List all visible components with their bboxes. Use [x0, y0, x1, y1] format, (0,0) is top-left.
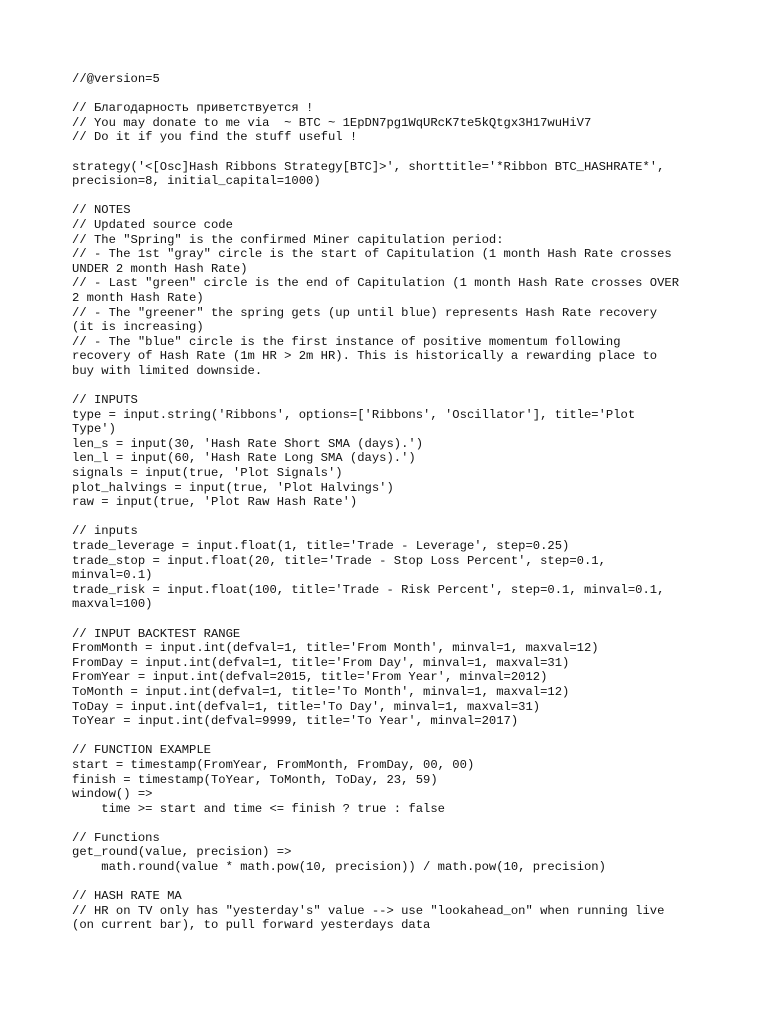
code-line: minval=0.1)	[72, 568, 153, 583]
code-line: ToYear = input.int(defval=9999, title='To Year', minval=2017)	[72, 714, 519, 729]
code-line: // - Last "green" circle is the end of Capitulation (1 month Hash Rate crosses OVER	[72, 276, 680, 291]
code-document	[72, 72, 712, 948]
code-line: finish = timestamp(ToYear, ToMonth, ToDay, 23, 59)	[72, 772, 438, 787]
code-line: trade_leverage = input.float(1, title='Trade - Leverage', step=0.25)	[72, 539, 570, 553]
code-line: time >= start and time <= finish ? true : false	[72, 801, 445, 816]
code-line: UNDER 2 month Hash Rate)	[72, 261, 248, 276]
code-line: get_round(value, precision) =>	[72, 845, 292, 860]
code-line: // - The 1st "gray" circle is the start of Capitulation (1 month Hash Rate crosses	[72, 247, 672, 262]
code-line: plot_halvings = input(true, 'Plot Halvings')	[72, 480, 394, 495]
code-line: // You may donate to me via ~ BTC ~ 1EpDN7pg1WqURcK7te5kQtgx3H17wuHiV7	[72, 115, 592, 130]
code-line: type = input.string('Ribbons', options=['Ribbons', 'Oscillator'], title='Plot	[72, 407, 636, 422]
code-block-functions	[72, 831, 712, 875]
code-line: // Updated source code	[72, 217, 233, 232]
code-line: // The "Spring" is the confirmed Miner capitulation period:	[72, 232, 504, 247]
code-block-strategy	[72, 160, 712, 189]
code-line: recovery of Hash Rate (1m HR > 2m HR). This is historically a rewarding place to	[72, 349, 658, 364]
code-line: maxval=100)	[72, 597, 153, 612]
code-line: // inputs	[72, 524, 138, 539]
code-line: // - The "blue" circle is the first instance of positive momentum following	[72, 334, 621, 349]
code-line: trade_stop = input.float(20, title='Trade - Stop Loss Percent', step=0.1,	[72, 553, 606, 568]
code-line: FromDay = input.int(defval=1, title='From Day', minval=1, maxval=31)	[72, 655, 570, 670]
code-line: FromMonth = input.int(defval=1, title='From Month', minval=1, maxval=12)	[72, 641, 599, 656]
code-line: FromYear = input.int(defval=2015, title='From Year', minval=2012)	[72, 670, 548, 685]
code-line: window() =>	[72, 787, 153, 802]
code-line: len_l = input(60, 'Hash Rate Long SMA (days).')	[72, 451, 416, 466]
code-line: start = timestamp(FromYear, FromMonth, FromDay, 00, 00)	[72, 757, 475, 772]
code-line: // HR on TV only has "yesterday's" value --> use "lookahead_on" when running live	[72, 903, 665, 918]
code-block-donation	[72, 101, 712, 145]
code-block-hash-rate-ma	[72, 889, 712, 933]
code-block-notes	[72, 203, 712, 378]
code-line: raw = input(true, 'Plot Raw Hash Rate')	[72, 495, 358, 510]
code-line: (it is increasing)	[72, 320, 204, 335]
code-block-version	[72, 72, 712, 87]
code-line: ToMonth = input.int(defval=1, title='To Month', minval=1, maxval=12)	[72, 684, 570, 699]
code-line: strategy('<[Osc]Hash Ribbons Strategy[BTC]>', shorttitle='*Ribbon BTC_HASHRATE*',	[72, 159, 665, 174]
code-line: // Functions	[72, 830, 160, 845]
code-line: // HASH RATE MA	[72, 889, 182, 904]
code-line: signals = input(true, 'Plot Signals')	[72, 466, 343, 481]
code-block-inputs	[72, 393, 712, 510]
code-line: // NOTES	[72, 203, 131, 218]
code-line: ToDay = input.int(defval=1, title='To Day', minval=1, maxval=31)	[72, 699, 541, 714]
code-line: // - The "greener" the spring gets (up until blue) represents Hash Rate recovery	[72, 305, 658, 320]
code-line: precision=8, initial_capital=1000)	[72, 174, 321, 189]
code-line: // INPUTS	[72, 393, 138, 408]
code-block-backtest-range	[72, 627, 712, 729]
code-line: buy with limited downside.	[72, 363, 263, 378]
code-line: // Благодарность приветствуется !	[72, 101, 314, 116]
code-line: math.round(value * math.pow(10, precision)) / math.pow(10, precision)	[72, 860, 606, 875]
code-line: //@version=5	[72, 72, 160, 86]
code-line: len_s = input(30, 'Hash Rate Short SMA (days).')	[72, 436, 424, 451]
code-line: 2 month Hash Rate)	[72, 290, 204, 305]
code-line: // FUNCTION EXAMPLE	[72, 743, 211, 758]
code-line: // Do it if you find the stuff useful !	[72, 130, 358, 145]
code-line: (on current bar), to pull forward yesterdays data	[72, 918, 431, 933]
code-line: // INPUT BACKTEST RANGE	[72, 626, 241, 641]
code-block-trade-inputs	[72, 524, 712, 612]
code-block-function-example	[72, 743, 712, 816]
code-line: trade_risk = input.float(100, title='Trade - Risk Percent', step=0.1, minval=0.1,	[72, 582, 665, 597]
code-line: Type')	[72, 422, 116, 437]
